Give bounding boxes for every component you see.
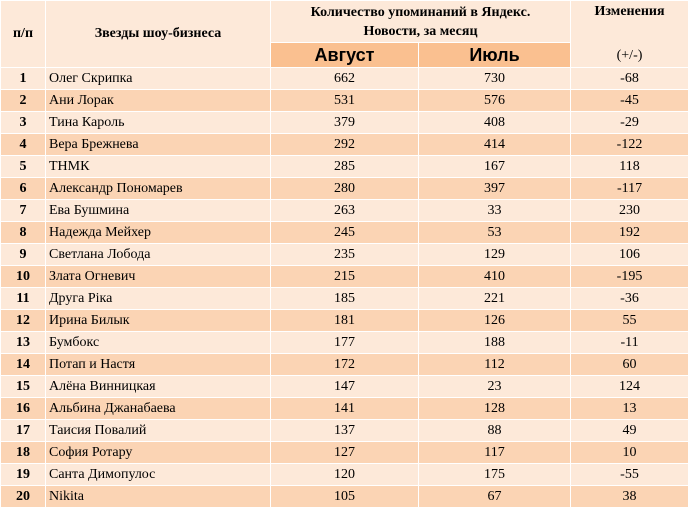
header-change [571, 1, 688, 68]
table-row [1, 332, 688, 354]
july-value: 88 [419, 420, 571, 442]
star-name: Светлана Лобода [46, 244, 271, 266]
row-number: 2 [1, 90, 46, 112]
table-row [1, 178, 688, 200]
table-row [1, 244, 688, 266]
change-value: -45 [571, 90, 688, 112]
row-number: 18 [1, 442, 46, 464]
table-row [1, 288, 688, 310]
july-value: 175 [419, 464, 571, 486]
table-row [1, 200, 688, 222]
july-value: 126 [419, 310, 571, 332]
change-value: -117 [571, 178, 688, 200]
july-value: 167 [419, 156, 571, 178]
august-value: 120 [271, 464, 419, 486]
july-value: 53 [419, 222, 571, 244]
row-number: 20 [1, 486, 46, 508]
august-value: 285 [271, 156, 419, 178]
star-name: Бумбокс [46, 332, 271, 354]
header-mentions-line2: Новости, за месяц [363, 24, 477, 39]
change-value: 106 [571, 244, 688, 266]
star-name: Вера Брежнева [46, 134, 271, 156]
header-mentions [271, 1, 571, 43]
star-name: Злата Огневич [46, 266, 271, 288]
row-number: 11 [1, 288, 46, 310]
row-number: 16 [1, 398, 46, 420]
table-row [1, 156, 688, 178]
header-july: Июль [419, 43, 571, 68]
august-value: 379 [271, 112, 419, 134]
star-name: ТНМК [46, 156, 271, 178]
august-value: 215 [271, 266, 419, 288]
table-row [1, 442, 688, 464]
row-number: 14 [1, 354, 46, 376]
august-value: 141 [271, 398, 419, 420]
row-number: 5 [1, 156, 46, 178]
row-number: 3 [1, 112, 46, 134]
row-number: 13 [1, 332, 46, 354]
change-value: -36 [571, 288, 688, 310]
star-name: Ирина Билык [46, 310, 271, 332]
august-value: 185 [271, 288, 419, 310]
row-number: 19 [1, 464, 46, 486]
table-row [1, 90, 688, 112]
row-number: 12 [1, 310, 46, 332]
august-value: 147 [271, 376, 419, 398]
july-value: 410 [419, 266, 571, 288]
star-name: София Ротару [46, 442, 271, 464]
table-row [1, 398, 688, 420]
august-value: 531 [271, 90, 419, 112]
july-value: 112 [419, 354, 571, 376]
august-value: 181 [271, 310, 419, 332]
july-value: 33 [419, 200, 571, 222]
change-value: 192 [571, 222, 688, 244]
august-value: 172 [271, 354, 419, 376]
header-august: Август [271, 43, 419, 68]
change-value: -122 [571, 134, 688, 156]
change-value: -55 [571, 464, 688, 486]
july-value: 23 [419, 376, 571, 398]
august-value: 105 [271, 486, 419, 508]
change-value: 118 [571, 156, 688, 178]
change-value: 49 [571, 420, 688, 442]
table-row [1, 134, 688, 156]
august-value: 662 [271, 68, 419, 90]
header-number: п/п [1, 1, 46, 68]
star-name: Санта Димопулос [46, 464, 271, 486]
july-value: 221 [419, 288, 571, 310]
table-row [1, 354, 688, 376]
change-value: 10 [571, 442, 688, 464]
july-value: 397 [419, 178, 571, 200]
july-value: 730 [419, 68, 571, 90]
august-value: 137 [271, 420, 419, 442]
table-row [1, 266, 688, 288]
table-row [1, 112, 688, 134]
table-row [1, 376, 688, 398]
august-value: 292 [271, 134, 419, 156]
star-name: Альбина Джанабаева [46, 398, 271, 420]
change-value: -11 [571, 332, 688, 354]
change-value: 38 [571, 486, 688, 508]
star-name: Ани Лорак [46, 90, 271, 112]
change-value: -195 [571, 266, 688, 288]
august-value: 177 [271, 332, 419, 354]
august-value: 245 [271, 222, 419, 244]
header-change-line1: Изменения [594, 4, 664, 19]
row-number: 4 [1, 134, 46, 156]
star-name: Таисия Повалий [46, 420, 271, 442]
star-name: Олег Скрипка [46, 68, 271, 90]
july-value: 408 [419, 112, 571, 134]
row-number: 17 [1, 420, 46, 442]
july-value: 129 [419, 244, 571, 266]
star-name: Тина Кароль [46, 112, 271, 134]
row-number: 9 [1, 244, 46, 266]
change-value: 230 [571, 200, 688, 222]
table-row [1, 310, 688, 332]
change-value: -68 [571, 68, 688, 90]
table-row [1, 486, 688, 508]
star-name: Nikita [46, 486, 271, 508]
star-name: Друга Ріка [46, 288, 271, 310]
row-number: 1 [1, 68, 46, 90]
july-value: 67 [419, 486, 571, 508]
row-number: 7 [1, 200, 46, 222]
august-value: 280 [271, 178, 419, 200]
change-value: 124 [571, 376, 688, 398]
change-value: 55 [571, 310, 688, 332]
july-value: 414 [419, 134, 571, 156]
star-name: Надежда Мейхер [46, 222, 271, 244]
change-value: 13 [571, 398, 688, 420]
header-mentions-line1: Количество упоминаний в Яндекс. [311, 5, 531, 20]
star-name: Александр Пономарев [46, 178, 271, 200]
row-number: 6 [1, 178, 46, 200]
table-row [1, 420, 688, 442]
row-number: 10 [1, 266, 46, 288]
header-star: Звезды шоу-бизнеса [46, 1, 271, 68]
july-value: 128 [419, 398, 571, 420]
star-name: Алёна Винницкая [46, 376, 271, 398]
table-row [1, 222, 688, 244]
table-row [1, 68, 688, 90]
row-number: 8 [1, 222, 46, 244]
star-name: Ева Бушмина [46, 200, 271, 222]
august-value: 127 [271, 442, 419, 464]
table-body [1, 68, 688, 508]
header-change-line2: (+/-) [617, 48, 643, 63]
row-number: 15 [1, 376, 46, 398]
august-value: 263 [271, 200, 419, 222]
change-value: -29 [571, 112, 688, 134]
july-value: 576 [419, 90, 571, 112]
table-row [1, 464, 688, 486]
change-value: 60 [571, 354, 688, 376]
august-value: 235 [271, 244, 419, 266]
july-value: 117 [419, 442, 571, 464]
star-name: Потап и Настя [46, 354, 271, 376]
july-value: 188 [419, 332, 571, 354]
